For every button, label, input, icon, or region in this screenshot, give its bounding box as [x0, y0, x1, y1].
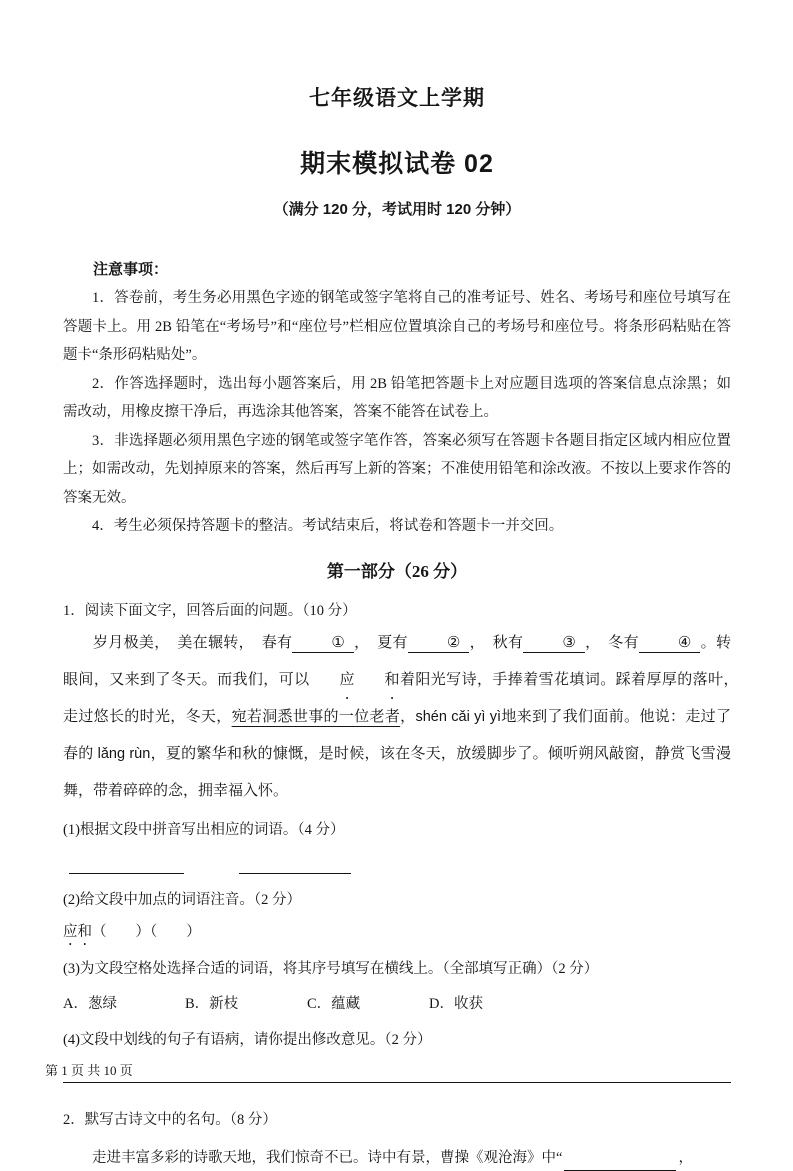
passage-text: ， 冬有 [584, 634, 639, 651]
page-footer: 第 1 页 共 10 页 [45, 1063, 133, 1078]
option-item: A．葱绿 [63, 995, 117, 1012]
notices-heading: 注意事项： [93, 261, 169, 278]
question1-sub3-options [63, 992, 731, 1016]
circled-number-blank: ③ [523, 634, 584, 653]
blank-gap [184, 857, 239, 874]
question1-sub2-word-row [63, 919, 731, 945]
emphasis-dotted-word [310, 672, 400, 688]
passage-text: ， 夏有 [353, 634, 408, 651]
passage-text: 地来到了我们面前。他说：走过了春的 [63, 708, 731, 762]
notice-item: 3．非选择题必须用黑色字迹的钢笔或签字笔作答，答案必须写在答题卡各题目指定区域内相应位置上；如需改动，先划掉原来的答案，然后再写上新的答案；不准使用铅笔和涂改液。不按以上要求作答的答案无效。 [63, 432, 731, 506]
option-item: C．蕴藏 [307, 995, 361, 1012]
notice-item: 2．作答选择题时，选出每小题答案后，用 2B 铅笔把答题卡上对应题目选项的答案信息点涂黑；如需改动，用橡皮擦干净后，再选涂其他答案，答案不能答在试卷上。 [63, 375, 731, 420]
option-item: B．新枝 [185, 995, 239, 1012]
answer-blank [239, 856, 351, 874]
notice-item: 1．答卷前，考生务必用黑色字迹的钢笔或签字笔将自己的准考证号、姓名、考场号和座位号填写在答题卡上。用 2B 铅笔在“考场号”和“座位号”栏相应位置填涂自己的考场号和座位号。将条形码粘贴在答题卡“条形码粘贴处”。 [63, 290, 731, 363]
answer-blank [69, 856, 184, 874]
dotted-char: 应 [339, 671, 355, 688]
exam-title: 期末模拟试卷 02 [300, 150, 494, 178]
passage-text: 岁月极美， 美在辗转， 春有 [93, 634, 293, 651]
quote-answer-blank [564, 1153, 676, 1171]
pinyin-text: lǎng rùn [97, 745, 151, 762]
question2-text [63, 1145, 731, 1171]
circled-number-blank: ① [292, 634, 353, 653]
passage-text: ，夏的繁华和秋的慷慨，是时候，该在冬天，放缓脚步了。倾听朔风敲窗，静赏飞雪漫舞，带着碎碎的念，拥幸福入怀。 [63, 745, 731, 799]
passage-text: ， 秋有 [469, 634, 524, 651]
pinyin-answer-brackets: （ ）（ ） [92, 923, 201, 940]
section1-heading: 第一部分（26 分） [326, 561, 468, 581]
circled-number-blank: ② [408, 634, 469, 653]
question1-sub1-answer-blanks [69, 856, 731, 876]
exam-meta: （满分 120 分，考试用时 120 分钟） [273, 201, 521, 218]
question1-passage [63, 625, 747, 810]
question2-lead: 走进丰富多彩的诗歌天地，我们惊奇不已。诗中有景，曹操《观沧海》中“ [92, 1149, 563, 1166]
dotted-char: 和 [77, 923, 92, 940]
notice-item: 4．考生必须保持答题卡的整洁。考试结束后，将试卷和答题卡一并交回。 [92, 518, 564, 534]
pinyin-text: shén cǎi yì yì [415, 708, 502, 725]
underlined-phrase: 宛若洞悉世事的一位老者 [231, 708, 401, 725]
passage-text: ， [400, 708, 416, 725]
question1-sub1: (1)根据文段中拼音写出相应的词语。（4 分） [63, 821, 345, 838]
passage-text: 着阳光写诗，手捧着雪花填词。踩着厚厚的落叶， 走过悠长的时光，冬天， [63, 671, 747, 725]
question1-sub3: (3)为文段空格处选择合适的词语，将其序号填写在横线上。（全部填写正确）（2 分） [63, 960, 599, 977]
notices-list [63, 284, 731, 541]
course-title: 七年级语文上学期 [309, 87, 485, 110]
emphasis-dotted-word [63, 924, 92, 940]
question2-after-blank: ， [678, 1149, 693, 1166]
dotted-char: 应 [63, 923, 78, 940]
question1-stem: 1．阅读下面文字，回答后面的问题。（10 分） [63, 602, 357, 619]
dotted-char: 和 [384, 671, 400, 688]
question2-stem: 2．默写古诗文中的名句。（8 分） [63, 1111, 277, 1128]
passage-text: 。转眼间，又来到了冬天。而我们，可以 [63, 634, 731, 688]
question1-sub4-answer-line [63, 1082, 731, 1083]
option-item: D．收获 [429, 995, 483, 1012]
circled-number-blank: ④ [639, 634, 700, 653]
question1-sub4: (4)文段中划线的句子有语病，请你提出修改意见。（2 分） [63, 1031, 432, 1048]
question1-sub2: (2)给文段中加点的词语注音。（2 分） [63, 891, 302, 908]
